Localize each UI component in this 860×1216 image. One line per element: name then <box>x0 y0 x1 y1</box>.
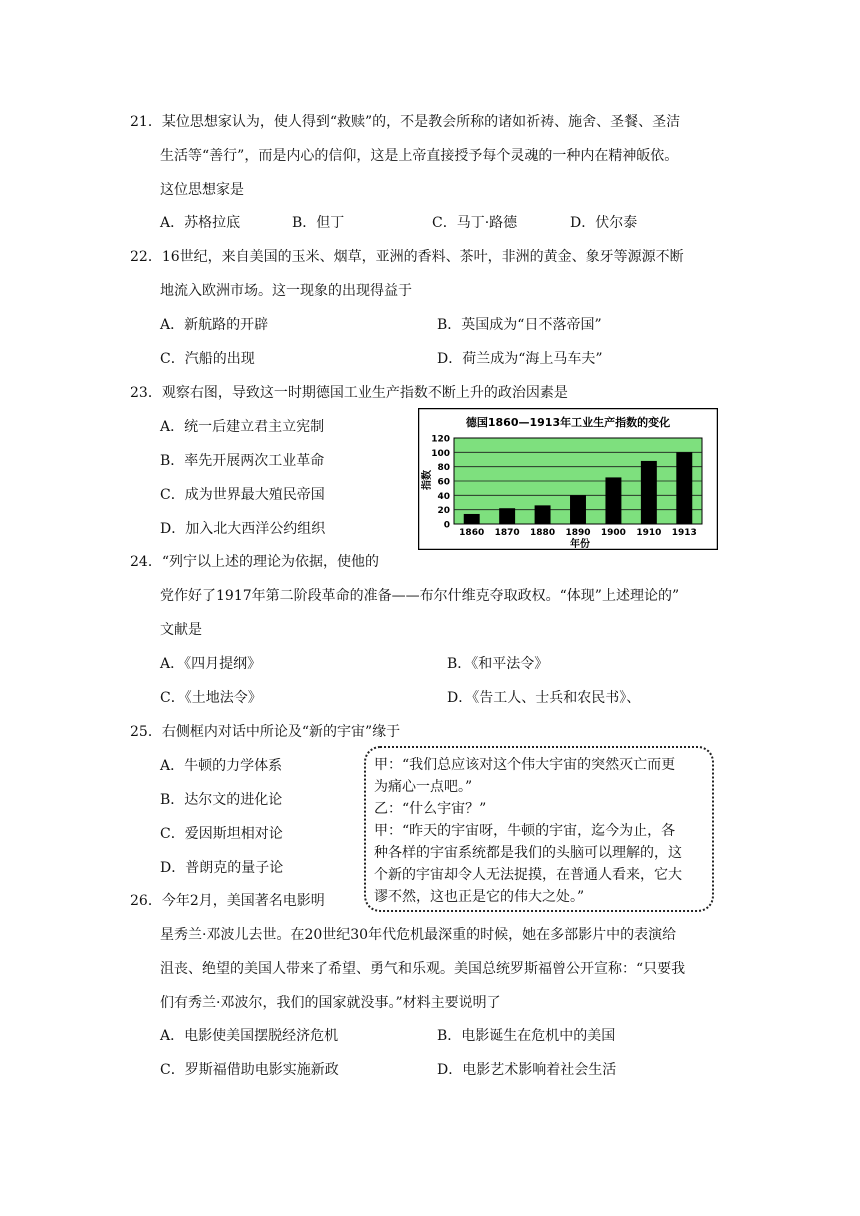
dialogue-line-4: 甲：“昨天的宇宙呀，牛顿的宇宙，迄今为止，各 <box>374 823 676 839</box>
chart-y-axis-label: 指数 <box>422 470 433 490</box>
dialogue-line-7: 谬不然，这也正是它的伟大之处。” <box>374 889 585 905</box>
chart-bar <box>535 505 551 524</box>
chart-y-tick-label: 100 <box>431 448 450 459</box>
chart-bar <box>676 452 692 524</box>
q26-line-2: 星秀兰·邓波儿去世。在20世纪30年代危机最深重的时候，她在多部影片中的表演给 <box>160 927 677 943</box>
q21-line-2: 生活等“善行”，而是内心的信仰，这是上帝直接授予每个灵魂的一种内在精神皈依。 <box>160 148 679 164</box>
chart-y-tick-label: 120 <box>431 434 450 445</box>
q26-line-3: 沮丧、绝望的美国人带来了希望、勇气和乐观。美国总统罗斯福曾公开宣称：“只要我 <box>160 961 686 977</box>
chart-title: 德国1860—1913年工业生产指数的变化 <box>465 416 671 429</box>
q25-option-d: D．普朗克的量子论 <box>160 860 284 876</box>
q21-option-d: D．伏尔泰 <box>570 215 638 231</box>
q26-option-a: A．电影使美国摆脱经济危机 <box>160 1028 339 1044</box>
q23-option-a: A．统一后建立君主立宪制 <box>160 419 325 435</box>
chart-y-tick-label: 40 <box>437 491 450 502</box>
q21-option-a: A．苏格拉底 <box>160 215 241 231</box>
chart-bar <box>605 477 621 524</box>
q24-option-d: D．《告工人、士兵和农民书》、 <box>447 690 641 706</box>
q24-line-2: 党作好了1917年第二阶段革命的准备——布尔什维克夺取政权。“体现”上述理论的” <box>160 588 680 604</box>
q25-option-c: C．爱因斯坦相对论 <box>160 826 283 842</box>
q22-option-d: D．荷兰成为“海上马车夫” <box>437 351 603 367</box>
chart-y-tick-label: 80 <box>437 463 450 474</box>
chart-y-tick-label: 20 <box>437 506 450 517</box>
q24-option-c: C．《土地法令》 <box>160 690 262 706</box>
q24-option-a: A．《四月提纲》 <box>160 656 262 672</box>
q23-line-1: 23．观察右图，导致这一时期德国工业生产指数不断上升的政治因素是 <box>130 385 568 401</box>
chart-x-tick-label: 1860 <box>459 528 485 538</box>
chart-x-tick-label: 1900 <box>600 528 626 538</box>
q26-option-c: C．罗斯福借助电影实施新政 <box>160 1062 339 1078</box>
q21-option-c: C．马丁·路德 <box>432 215 518 231</box>
q23-option-b: B．率先开展两次工业革命 <box>160 453 325 469</box>
dialogue-line-5: 种各样的宇宙系统都是我们的头脑可以理解的，这 <box>374 845 682 861</box>
q22-line-2: 地流入欧洲市场。这一现象的出现得益于 <box>160 283 412 299</box>
q22-line-1: 22．16世纪，来自美国的玉米、烟草，亚洲的香料、茶叶，非洲的黄金、象牙等源源不断 <box>130 249 684 265</box>
q23-option-c: C．成为世界最大殖民帝国 <box>160 487 325 503</box>
q26-line-1: 26．今年2月，美国著名电影明 <box>130 893 325 909</box>
q26-option-d: D．电影艺术影响着社会生活 <box>437 1062 617 1078</box>
q22-option-a: A．新航路的开辟 <box>160 317 269 333</box>
chart-y-tick-label: 60 <box>437 477 450 488</box>
chart-bar <box>499 508 515 524</box>
q21-line-3: 这位思想家是 <box>160 182 244 198</box>
dialogue-box <box>364 746 714 912</box>
q26-option-b: B．电影诞生在危机中的美国 <box>437 1028 616 1044</box>
chart-y-tick-label: 0 <box>443 520 450 531</box>
q24-line-1: 24．“列宁以上述的理论为依据，使他的 <box>130 554 379 570</box>
industrial-index-chart <box>418 408 718 550</box>
q25-option-b: B．达尔文的进化论 <box>160 792 283 808</box>
chart-x-tick-label: 1910 <box>636 528 662 538</box>
q22-option-c: C．汽船的出现 <box>160 351 255 367</box>
q25-line-1: 25．右侧框内对话中所论及“新的宇宙”缘于 <box>130 724 401 740</box>
chart-x-axis-label: 年份 <box>570 539 590 550</box>
chart-x-tick-label: 1913 <box>671 528 697 538</box>
q24-line-3: 文献是 <box>160 622 202 638</box>
chart-bar <box>641 461 657 524</box>
chart-bar <box>464 514 480 524</box>
chart-x-tick-label: 1890 <box>565 528 591 538</box>
dialogue-line-2: 为痛心一点吧。” <box>374 779 473 795</box>
q26-line-4: 们有秀兰·邓波尔，我们的国家就没事。”材料主要说明了 <box>160 995 501 1011</box>
dialogue-line-6: 个新的宇宙却令人无法捉摸，在普通人看来，它大 <box>374 867 682 883</box>
q21-option-b: B．但丁 <box>292 215 345 231</box>
q24-option-b: B．《和平法令》 <box>447 656 549 672</box>
chart-x-tick-label: 1870 <box>494 528 520 538</box>
chart-x-tick-label: 1880 <box>530 528 556 538</box>
dialogue-line-1: 甲：“我们总应该对这个伟大宇宙的突然灭亡而更 <box>374 757 676 773</box>
q23-option-d: D．加入北大西洋公约组织 <box>160 521 326 537</box>
dialogue-line-3: 乙：“什么宇宙？” <box>374 801 487 817</box>
q22-option-b: B．英国成为“日不落帝国” <box>437 317 602 333</box>
chart-bar <box>570 495 586 524</box>
q25-option-a: A．牛顿的力学体系 <box>160 758 283 774</box>
q21-line-1: 21．某位思想家认为，使人得到“救赎”的，不是教会所称的诸如祈祷、施舍、圣餐、圣洁 <box>130 114 681 130</box>
